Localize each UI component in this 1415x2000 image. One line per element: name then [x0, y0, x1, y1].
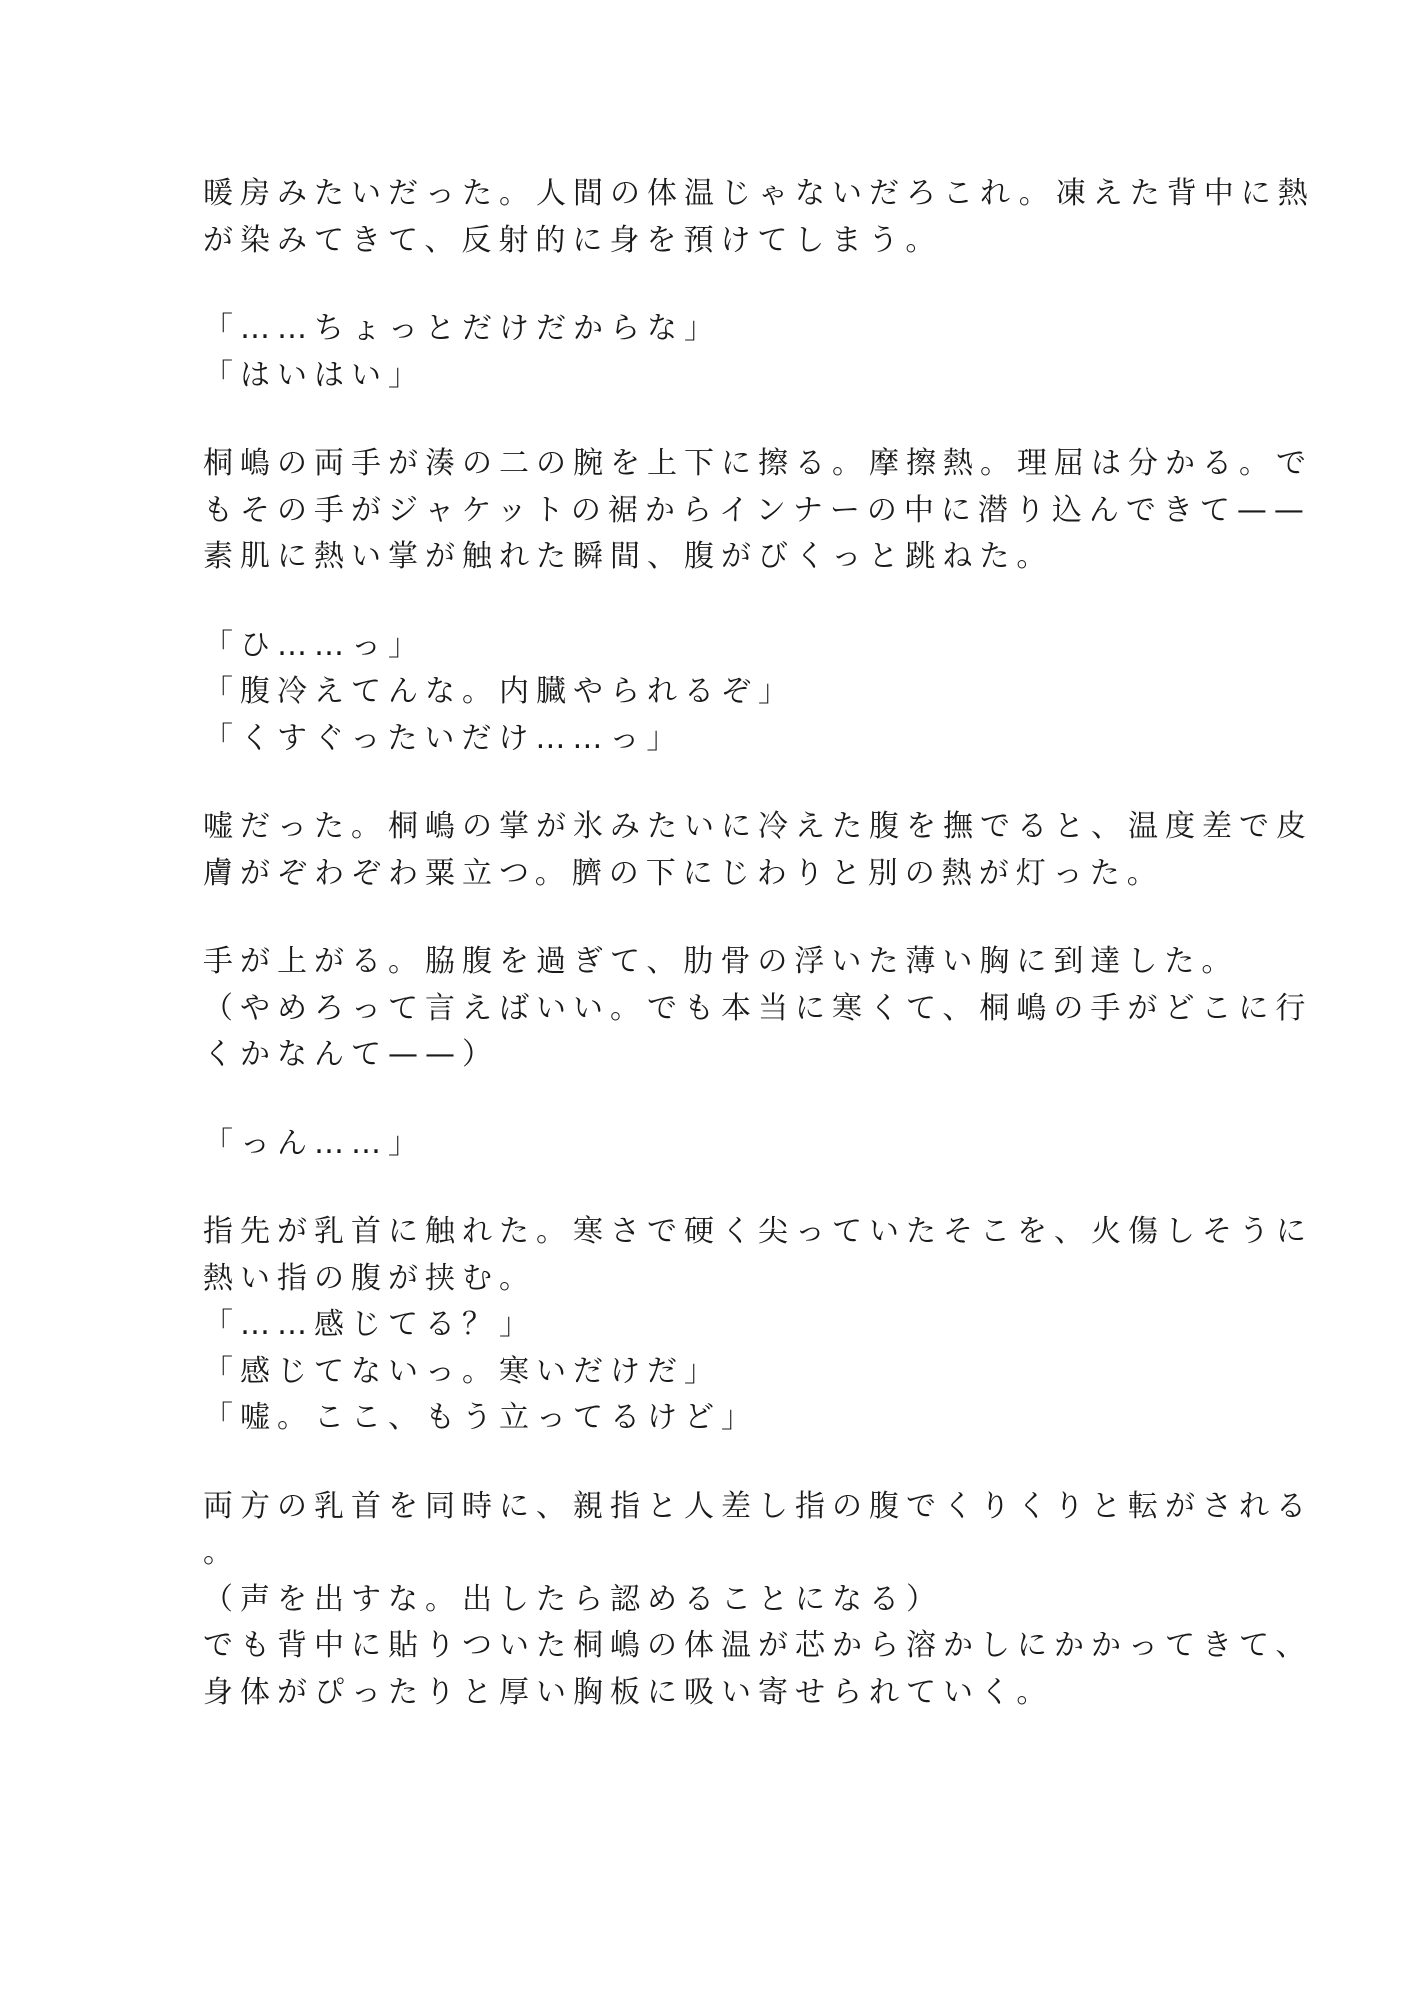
text-line: 両方の乳首を同時に、親指と人差し指の腹でくりくりと転がされる: [203, 1488, 1313, 1524]
text-line: 膚がぞわぞわ粟立つ。臍の下にじわりと別の熱が灯った。: [203, 855, 1164, 891]
text-line: 嘘だった。桐嶋の掌が氷みたいに冷えた腹を撫でると、温度差で皮: [203, 809, 1313, 844]
text-line: 「嘘。ここ、もう立ってるけど」: [203, 1400, 758, 1435]
text-line: 手が上がる。脇腹を過ぎて、肋骨の浮いた薄い胸に到達した。: [203, 944, 1239, 979]
paragraph: [203, 939, 1313, 1079]
paragraph: [203, 441, 1313, 581]
paragraph: [203, 306, 1203, 399]
text-line: 「……感じてる？」: [203, 1307, 536, 1342]
paragraph: [203, 171, 1315, 264]
paragraph: [203, 1121, 1203, 1168]
text-line: （声を出すな。出したら認めることになる）: [203, 1581, 943, 1617]
text-line: 指先が乳首に触れた。寒さで硬く尖っていたそこを、火傷しそうに: [203, 1214, 1313, 1249]
text-line: 熱い指の腹が挟む。: [203, 1260, 536, 1296]
text-line: 「腹冷えてんな。内臓やられるぞ」: [203, 674, 795, 709]
text-line: くかなんて——）: [203, 1037, 499, 1072]
text-line: 「っん……」: [203, 1125, 425, 1161]
text-line: 桐嶋の両手が湊の二の腕を上下に擦る。摩擦熱。理屈は分かる。で: [203, 446, 1313, 481]
text-line: 「……ちょっとだけだからな」: [203, 311, 721, 346]
text-line: 「ひ……っ」: [203, 627, 425, 663]
text-line: 「くすぐったいだけ……っ」: [203, 720, 684, 756]
text-line: 素肌に熱い掌が触れた瞬間、腹がびくっと跳ねた。: [203, 539, 1054, 574]
text-line: 身体がぴったりと厚い胸板に吸い寄せられていく。: [203, 1674, 1054, 1710]
text-line: 暖房みたいだった。人間の体温じゃないだろこれ。凍えた背中に熱: [203, 176, 1315, 211]
paragraph: [203, 804, 1313, 897]
text-line: 「感じてないっ。寒いだけだ」: [203, 1353, 721, 1389]
text-line: 。: [203, 1535, 240, 1570]
paragraph: [203, 1484, 1313, 1717]
text-line: 「はいはい」: [203, 357, 425, 393]
text-line: でも背中に貼りついた桐嶋の体温が芯から溶かしにかかってきて、: [203, 1628, 1313, 1663]
text-line: が染みてきて、反射的に身を預けてしまう。: [203, 222, 943, 258]
text-line: もその手がジャケットの裾からインナーの中に潜り込んできて——: [203, 492, 1311, 528]
text-line: （やめろって言えばいい。でも本当に寒くて、桐嶋の手がどこに行: [203, 990, 1313, 1026]
paragraph: [203, 623, 1203, 763]
document-page: [203, 171, 1315, 1758]
paragraph: [203, 1209, 1313, 1442]
